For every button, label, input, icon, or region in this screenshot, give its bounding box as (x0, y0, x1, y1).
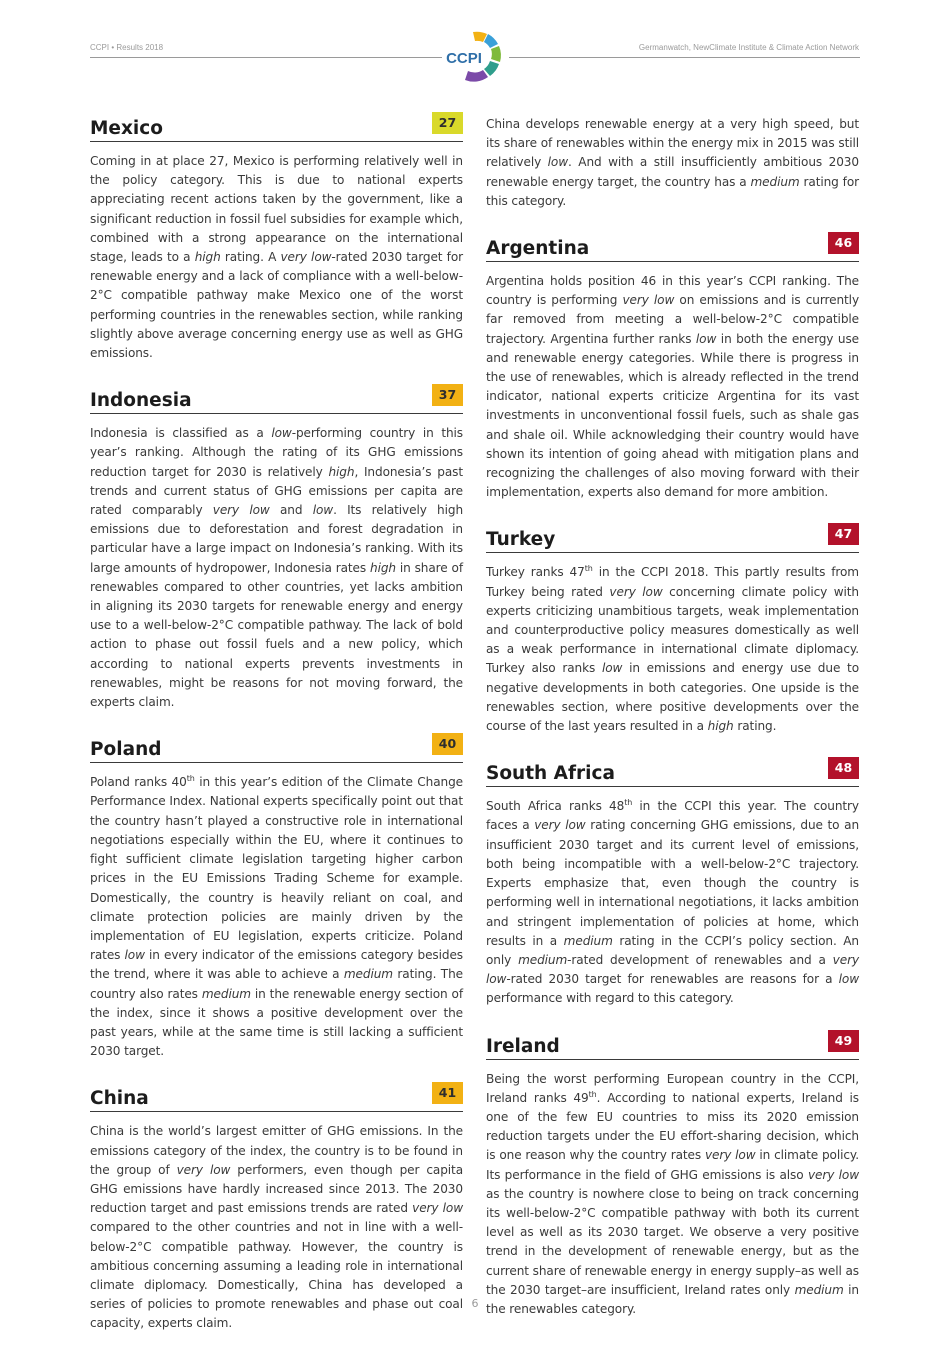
right-column (486, 115, 859, 1338)
left-column (90, 110, 463, 1353)
section-turkey (486, 521, 859, 736)
section-title: Poland (90, 739, 162, 761)
section-poland (90, 731, 463, 1061)
section-heading (486, 521, 859, 553)
rank-badge: 47 (828, 523, 859, 545)
header-left-text: CCPI • Results 2018 (90, 43, 164, 52)
section-text: Coming in at place 27, Mexico is performing relatively well in the policy category. This is due to national experts appreciating recent actions taken by the government, like a significant reduction in fossil fuel subsidies for example which, combined with a strong appearance on the international stage, leads to a high rating. A very low-rated 2030 target for renewable energy and a lack of compliance with a well-below-2°C compatible pathway make Mexico one of the worst performing countries in the renewables section, while ranking slightly above average concerning energy use as well as GHG emissions. (90, 154, 464, 361)
rank-badge: 40 (432, 733, 463, 755)
section-text: Being the worst performing European country in the CCPI, Ireland ranks 49th. According to national experts, Ireland is one of the few EU countries to miss its 2020 emission reduction targets under the EU effort-sharing decision, which is one reason why the country rates very low in climate policy. Its performance in the field of GHG emissions is also very low as the country is nowhere close to being on track concerning its well-below-2°C compatible pathway with both its current level as well as its 2030 target. We observe a very positive trend in the development of renewable energy, but as the current share of renewable energy in energy supply–as well as the 2030 target–are insufficient, Ireland rates only medium in the renewables category. (486, 1071, 860, 1316)
rank-badge: 49 (828, 1030, 859, 1052)
section-text: Indonesia is classified as a low-performing country in this year’s ranking. Although the rating of its GHG emissions reduction target for 2030 is relatively high, Indonesia’s past trends and current status of GHG emissions per capita are rated comparably very low and low. Its relatively high emissions due to deforestation and forest degradation in particular have a large impact on Indonesia’s ranking. With its large amounts of hydropower, Indonesia rates high in share of renewables compared to other countries, yet lacks ambition in aligning its 2030 targets for renewable energy and energy use to a well-below-2°C compatible pathway. The lack of bold action to phase out fossil fuels and a new policy, which according to national experts prevents investments in renewables, might be reasons for not moving forward, the experts claim. (90, 426, 464, 710)
section-title: South Africa (486, 763, 615, 785)
section-heading (90, 1080, 463, 1112)
section-title: Mexico (90, 118, 163, 139)
ccpi-logo (443, 28, 507, 84)
header-rule-right (509, 57, 860, 58)
section-title: Ireland (486, 1035, 560, 1057)
section-heading (486, 755, 859, 787)
logo-arc-green (491, 46, 501, 62)
section-heading (90, 731, 463, 763)
section-indonesia (90, 382, 463, 712)
section-heading (90, 110, 463, 142)
section-text: Argentina holds position 46 in this year’s CCPI ranking. The country is performing very low on emissions and is currently far removed from meeting a well-below-2°C compatible trajectory. Argentina further ranks low in both the energy use and renewable energy categories. While there is progress in the use of renewables, which is already reflected in the trend indicator, national experts criticize Argentina for its vast investments in unconventional fossil fuels, such as shale gas and shale oil. While acknowledging their country would have shown its intention of going ahead with mitigation plans and recognizing the challenges of also moving forward with their implementation, experts also demand for more ambition. (486, 274, 860, 500)
section-heading (486, 230, 859, 262)
section-ireland (486, 1028, 859, 1320)
rank-badge: 48 (828, 757, 859, 779)
logo-text: CCPI (446, 50, 482, 67)
rank-badge: 41 (432, 1082, 463, 1104)
section-text: South Africa ranks 48th in the CCPI this year. The country faces a very low rating concerning GHG emissions, due to an insufficient 2030 target and its current level of emissions, both being incompatible with a well-below-2°C trajectory. Experts emphasize that, even though the country is performing well in international negotiations, it lacks ambition and stringent implementation of policies at home, which results in a medium rating in the CCPI’s policy section. An only medium-rated development of renewables and a very low-rated 2030 target for renewables are reasons for a low performance with regard to this category. (486, 798, 860, 1006)
logo-arc-blue (484, 34, 498, 48)
rank-badge: 27 (432, 112, 463, 134)
section-title: Indonesia (90, 390, 192, 412)
section-text: Poland ranks 40th in this year’s edition of the Climate Change Performance Index. National experts specifically point out that the country hasn’t played a constructive role in international negotiations especially within the EU, where it continues to fight sufficient climate legislation targeting higher carbon prices in the EU Emissions Trading Scheme for example. Domestically, the country is heavily reliant on coal, and climate protection policies are mainly driven by the implementation of EU legislation, experts criticize. Poland rates low in every indicator of the emissions category besides the trend, where it was able to achieve a medium rating. The country also rates medium in the renewable energy section of the index, since it shows a positive development over the past years, while at the same time is still lacking a sufficient 2030 target. (90, 774, 464, 1059)
section-text: China develops renewable energy at a very high speed, but its share of renewables within the energy mix in 2015 was still relatively low. And with a still insufficiently ambitious 2030 renewable energy target, the country has a medium rating for this category. (486, 117, 860, 208)
header-right-text: Germanwatch, NewClimate Institute & Climate Action Network (638, 43, 859, 52)
section-argentina (486, 230, 859, 502)
header-rule-left (90, 57, 442, 58)
section-mexico (90, 110, 463, 363)
logo-arc-purple (465, 70, 488, 82)
logo-arc-teal (484, 61, 499, 76)
section-text: China is the world’s largest emitter of GHG emissions. In the emissions category of the index, the country is to be found in the group of very low performers, even though per capita GHG emissions have hardly increased since 2013. The 2030 reduction target and past emissions trends are rated very low compared to the other countries and not in line with a well-below-2°C compatible pathway. However, the country is ambitious concerning assuming a leading role in international climate diplomacy. Domestically, China has developed a series of policies to promote renewables and phase out coal capacity, experts claim. (90, 1124, 463, 1331)
section-heading (90, 382, 463, 414)
section-title: China (90, 1088, 149, 1110)
rank-badge: 37 (432, 384, 463, 406)
section-south-africa (486, 755, 859, 1008)
section-china (90, 1080, 463, 1333)
section-text: Turkey ranks 47th in the CCPI 2018. This partly results from Turkey being rated very low concerning climate policy with experts criticizing unambitious targets, weak implementation and counterproductive policy measures domestically as well as a weak performance in international climate diplomacy. Turkey also ranks low in emissions and energy use due to negative developments in both categories. One upside is the renewables section, where positive developments over the course of the last years resulted in a high rating. (486, 564, 859, 734)
section-china-continued (486, 115, 859, 211)
rank-badge: 46 (828, 232, 859, 254)
page-number: 6 (471, 1297, 479, 1310)
section-heading (486, 1028, 859, 1060)
section-title: Argentina (486, 238, 590, 260)
section-title: Turkey (486, 529, 556, 551)
